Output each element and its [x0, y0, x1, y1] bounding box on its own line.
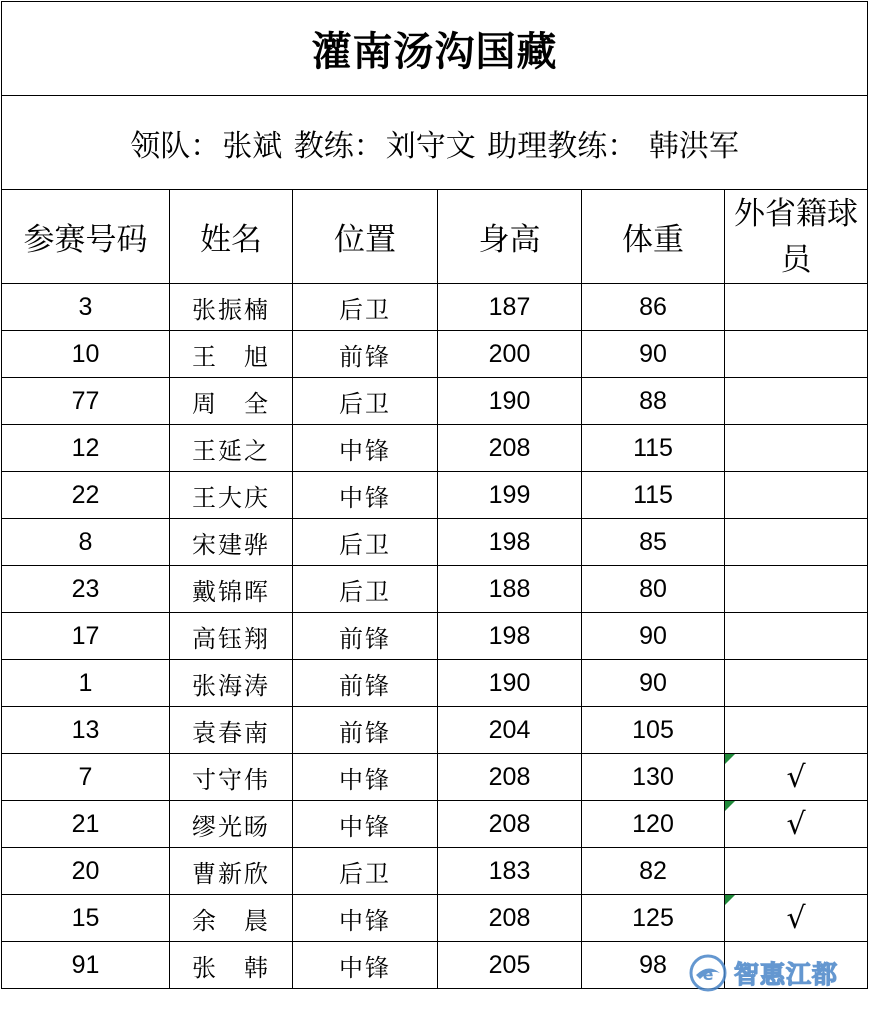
cell-name: 王延之	[170, 425, 293, 472]
cell-height: 208	[438, 801, 582, 848]
cell-position: 中锋	[293, 801, 438, 848]
table-row	[2, 378, 868, 425]
cell-weight: 120	[582, 801, 725, 848]
cell-position: 后卫	[293, 848, 438, 895]
cell-position: 后卫	[293, 566, 438, 613]
cell-position: 中锋	[293, 942, 438, 989]
table-row	[2, 331, 868, 378]
assistant-coach-name: 韩洪军	[648, 128, 739, 164]
cell-height: 183	[438, 848, 582, 895]
cell-height: 188	[438, 566, 582, 613]
table-row	[2, 848, 868, 895]
coach-name: 刘守文	[385, 128, 476, 164]
cell-outside-player	[725, 848, 868, 895]
cell-name: 王大庆	[170, 472, 293, 519]
cell-number: 91	[2, 942, 170, 989]
cell-height: 198	[438, 613, 582, 660]
cell-name: 戴锦晖	[170, 566, 293, 613]
table-row	[2, 613, 868, 660]
leader-label: 领队：	[130, 128, 221, 164]
cell-name: 寸守伟	[170, 754, 293, 801]
cell-position: 中锋	[293, 425, 438, 472]
checkmark: √	[786, 900, 806, 936]
cell-outside-player	[725, 378, 868, 425]
cell-name: 曹新欣	[170, 848, 293, 895]
cell-name: 高钰翔	[170, 613, 293, 660]
cell-number: 10	[2, 331, 170, 378]
cell-position: 前锋	[293, 331, 438, 378]
cell-number: 77	[2, 378, 170, 425]
cell-outside-player	[725, 425, 868, 472]
cell-height: 190	[438, 660, 582, 707]
header-row	[2, 190, 868, 284]
table-row	[2, 566, 868, 613]
cell-height: 208	[438, 895, 582, 942]
assistant-coach-label: 助理教练：	[487, 128, 638, 164]
cell-height: 198	[438, 519, 582, 566]
cell-name: 张振楠	[170, 284, 293, 331]
comment-marker-icon	[725, 801, 735, 811]
cell-weight: 130	[582, 754, 725, 801]
cell-outside-player	[725, 519, 868, 566]
table-row	[2, 754, 868, 801]
cell-name: 张 韩	[170, 942, 293, 989]
cell-outside-player	[725, 613, 868, 660]
cell-name: 余 晨	[170, 895, 293, 942]
cell-weight: 88	[582, 378, 725, 425]
table-row	[2, 707, 868, 754]
cell-weight: 125	[582, 895, 725, 942]
cell-position: 中锋	[293, 895, 438, 942]
cell-weight: 90	[582, 660, 725, 707]
cell-number: 1	[2, 660, 170, 707]
cell-position: 后卫	[293, 519, 438, 566]
column-header-number: 参赛号码	[2, 190, 170, 284]
table-row	[2, 801, 868, 848]
table-row	[2, 472, 868, 519]
leader-name: 张斌	[222, 128, 283, 164]
cell-number: 12	[2, 425, 170, 472]
cell-number: 8	[2, 519, 170, 566]
cell-outside-player	[725, 472, 868, 519]
cell-number: 20	[2, 848, 170, 895]
cell-number: 23	[2, 566, 170, 613]
cell-name: 周 全	[170, 378, 293, 425]
comment-marker-icon	[725, 895, 735, 905]
team-title: 灌南汤沟国藏	[2, 2, 868, 96]
table-row	[2, 660, 868, 707]
cell-weight: 90	[582, 613, 725, 660]
cell-weight: 86	[582, 284, 725, 331]
cell-outside-player	[725, 895, 868, 942]
cell-weight: 115	[582, 472, 725, 519]
cell-position: 前锋	[293, 660, 438, 707]
cell-weight: 82	[582, 848, 725, 895]
comment-marker-icon	[725, 754, 735, 764]
cell-position: 前锋	[293, 707, 438, 754]
cell-position: 前锋	[293, 613, 438, 660]
svg-text:e: e	[702, 965, 714, 984]
cell-number: 3	[2, 284, 170, 331]
cell-height: 205	[438, 942, 582, 989]
column-header-name: 姓名	[170, 190, 293, 284]
cell-height: 204	[438, 707, 582, 754]
coach-label: 教练：	[293, 128, 384, 164]
cell-position: 后卫	[293, 284, 438, 331]
cell-name: 王 旭	[170, 331, 293, 378]
cell-number: 22	[2, 472, 170, 519]
cell-weight: 98	[582, 942, 725, 989]
cell-height: 208	[438, 425, 582, 472]
staff-line	[2, 96, 868, 190]
cell-height: 200	[438, 331, 582, 378]
roster-table	[1, 1, 868, 989]
cell-weight: 80	[582, 566, 725, 613]
table-row	[2, 284, 868, 331]
column-header-position: 位置	[293, 190, 438, 284]
cell-number: 21	[2, 801, 170, 848]
checkmark: √	[786, 759, 806, 795]
column-header-height: 身高	[438, 190, 582, 284]
cell-weight: 90	[582, 331, 725, 378]
cell-outside-player	[725, 801, 868, 848]
cell-outside-player	[725, 566, 868, 613]
checkmark: √	[786, 806, 806, 842]
cell-outside-player	[725, 707, 868, 754]
column-header-weight: 体重	[582, 190, 725, 284]
cell-weight: 115	[582, 425, 725, 472]
cell-height: 190	[438, 378, 582, 425]
cell-outside-player	[725, 660, 868, 707]
cell-height: 187	[438, 284, 582, 331]
table-row	[2, 895, 868, 942]
cell-name: 张海涛	[170, 660, 293, 707]
watermark-text: 智惠江都	[734, 960, 839, 989]
watermark	[688, 950, 858, 996]
cell-number: 7	[2, 754, 170, 801]
cell-position: 后卫	[293, 378, 438, 425]
zhihui-jiangdu-logo-icon	[688, 953, 728, 993]
cell-position: 中锋	[293, 754, 438, 801]
table-row	[2, 425, 868, 472]
cell-height: 199	[438, 472, 582, 519]
cell-outside-player	[725, 331, 868, 378]
cell-name: 宋建骅	[170, 519, 293, 566]
cell-height: 208	[438, 754, 582, 801]
cell-number: 17	[2, 613, 170, 660]
cell-name: 缪光旸	[170, 801, 293, 848]
cell-number: 15	[2, 895, 170, 942]
cell-number: 13	[2, 707, 170, 754]
column-header-outside-player: 外省籍球员	[725, 190, 868, 284]
cell-weight: 105	[582, 707, 725, 754]
cell-position: 中锋	[293, 472, 438, 519]
table-row	[2, 519, 868, 566]
cell-weight: 85	[582, 519, 725, 566]
cell-name: 袁春南	[170, 707, 293, 754]
cell-outside-player	[725, 284, 868, 331]
cell-outside-player	[725, 754, 868, 801]
